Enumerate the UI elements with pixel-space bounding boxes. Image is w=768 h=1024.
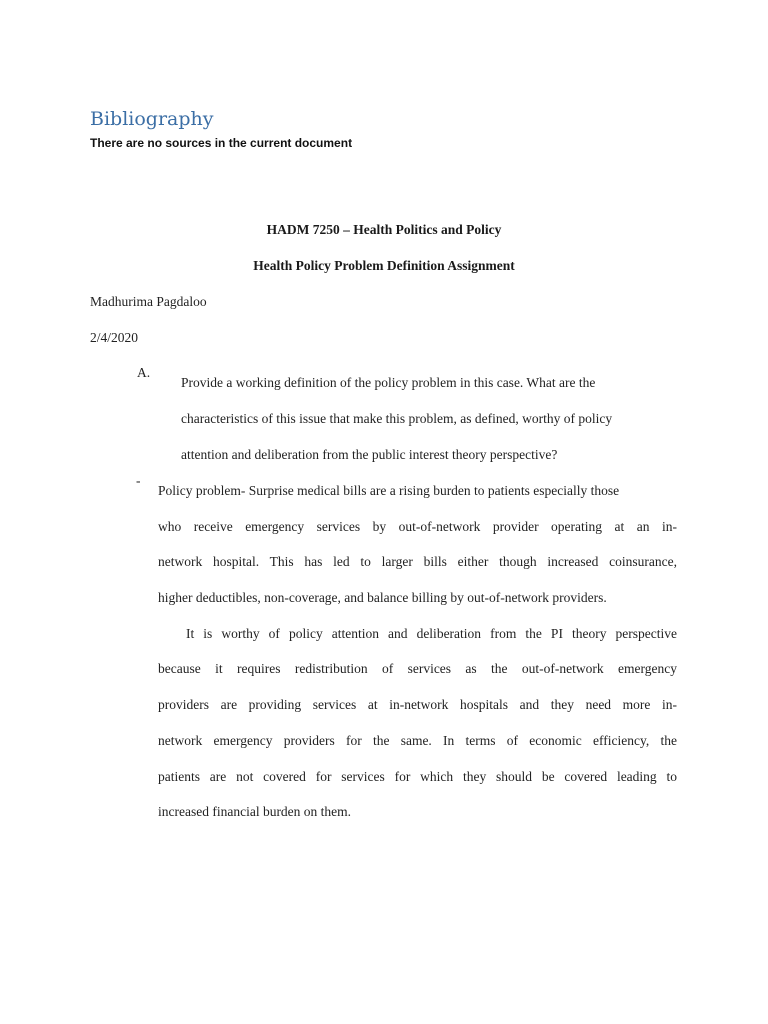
answer-line: who receive emergency services by out-of-network provider operating at an in- [158,518,677,534]
answer-line: Policy problem- Surprise medical bills are a rising burden to patients especially those [158,483,620,498]
bibliography-note: There are no sources in the current document [90,136,353,150]
answer-line: increased financial burden on them. [158,804,352,820]
bibliography-heading: Bibliography [90,108,214,130]
author-name: Madhurima Pagdaloo [90,294,207,309]
document-date: 2/4/2020 [90,330,139,345]
answer-line: higher deductibles, non-coverage, and balance billing by out-of-network providers. [158,590,607,606]
answer-line: because it requires redistribution of services as the out-of-network emergency [158,661,677,677]
answer-line: network emergency providers for the same. In terms of economic efficiency, the [158,732,677,748]
answer-line: patients are not covered for services for which they should be covered leading to [158,768,677,784]
assignment-title: Health Policy Problem Definition Assignment [253,258,515,273]
question-line: attention and deliberation from the public interest theory perspective? [181,447,558,462]
question-line: characteristics of this issue that make this problem, as defined, worthy of policy [181,411,613,426]
course-title: HADM 7250 – Health Politics and Policy [266,222,502,237]
question-text [181,365,681,473]
answer-line: It is worthy of policy attention and deliberation from the PI theory perspective [186,625,677,641]
answer-line: network hospital. This has led to larger bills either though increased coinsurance, [158,554,677,570]
answer-text [158,473,677,830]
answer-bullet: - [136,473,141,488]
question-marker: A. [137,365,151,380]
answer-line: providers are providing services at in-network hospitals and they need more in- [158,697,677,713]
question-line: Provide a working definition of the policy problem in this case. What are the [181,375,596,390]
